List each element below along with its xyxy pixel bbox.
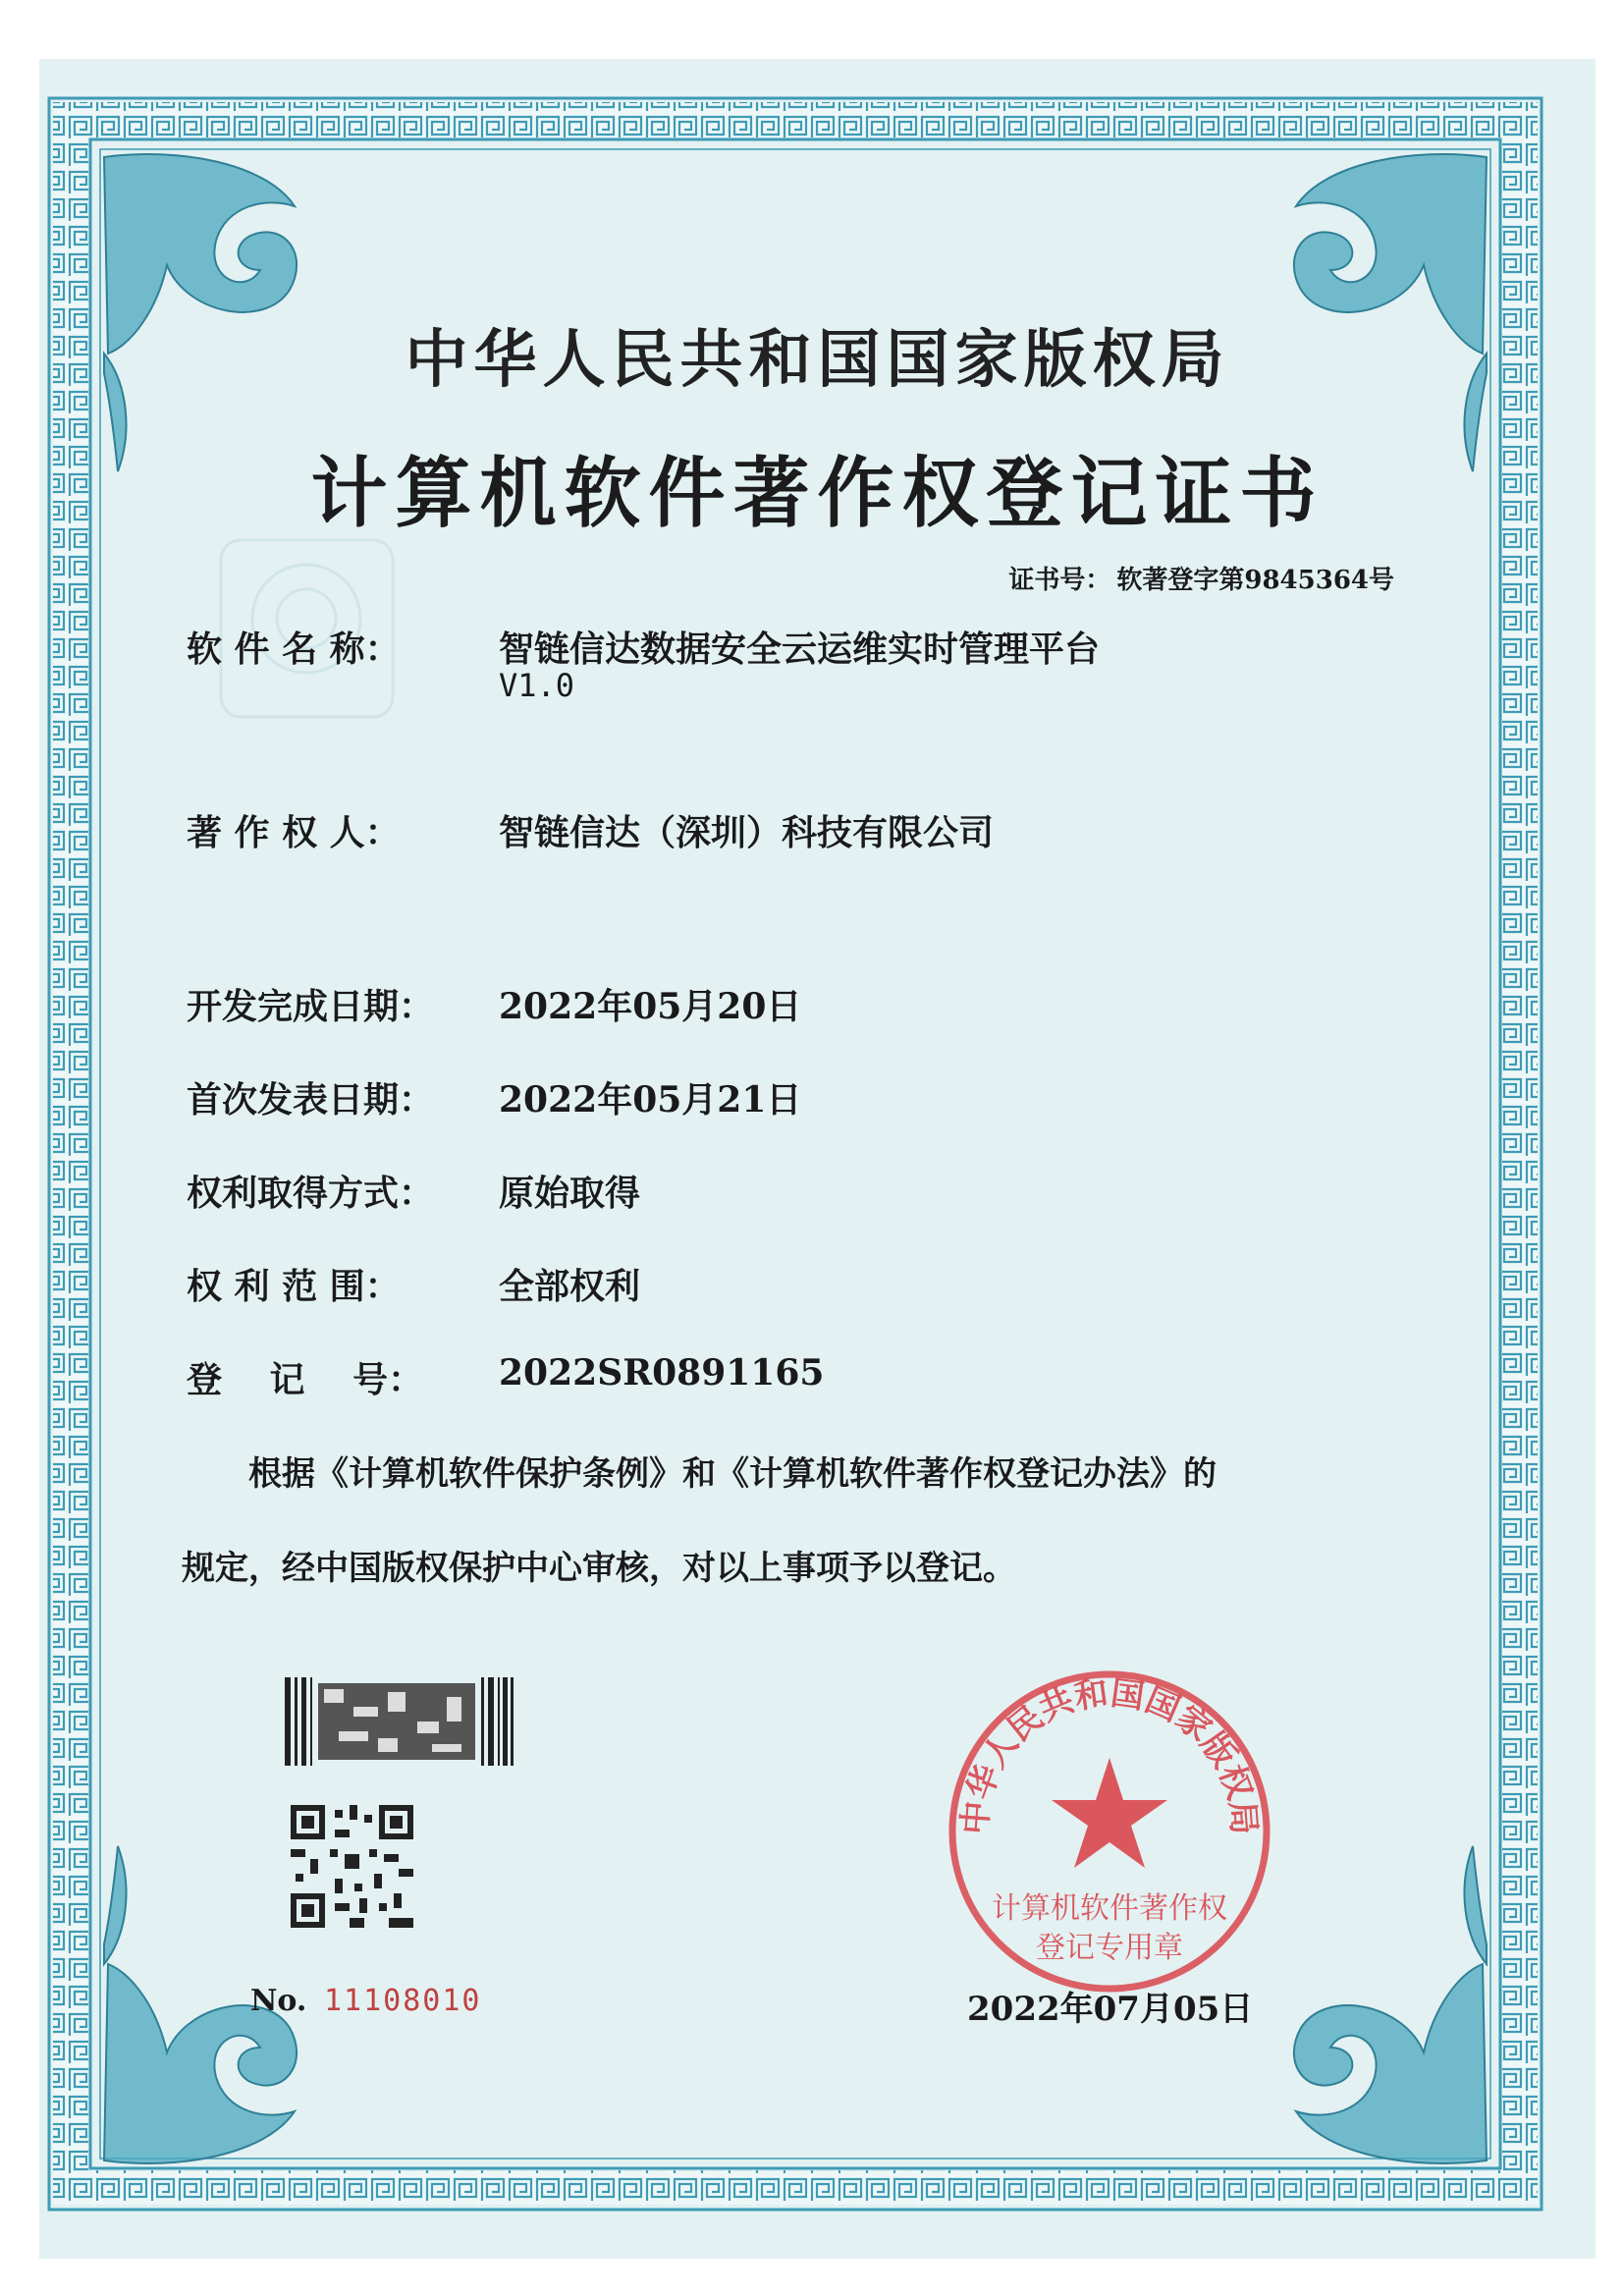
- field-value: 2022年05月20日: [499, 986, 802, 1027]
- field-label: 著 作 权 人：: [187, 812, 401, 853]
- field-label: 软 件 名 称：: [187, 629, 401, 670]
- certificate-sheet: [39, 59, 1596, 2259]
- qr-code-icon: [291, 1805, 413, 1928]
- field-value: 智链信达（深圳）科技有限公司: [499, 812, 995, 853]
- official-seal-stamp: [943, 1665, 1276, 1998]
- field-value: 2022年05月21日: [499, 1079, 802, 1121]
- field-label: 权 利 范 围：: [187, 1266, 401, 1307]
- barcode-icon: [285, 1677, 515, 1766]
- field-value-version: V1.0: [499, 667, 575, 704]
- certificate-title: 计算机软件著作权登记证书: [310, 449, 1325, 538]
- field-value: 智链信达数据安全云运维实时管理平台: [499, 629, 1101, 670]
- statement-line-2: 规定，经中国版权保护中心审核，对以上事项予以登记。: [182, 1549, 1016, 1588]
- seal-inner-line-2: 登记专用章: [1036, 1931, 1183, 1965]
- field-label: 开发完成日期：: [187, 986, 435, 1027]
- field-value: 原始取得: [499, 1173, 641, 1214]
- field-value: 全部权利: [499, 1266, 641, 1307]
- seal-inner-line-1: 计算机软件著作权: [992, 1891, 1227, 1926]
- field-value: 2022SR0891165: [499, 1352, 825, 1394]
- serial-label: No.: [250, 1984, 307, 2018]
- field-label: 首次发表日期：: [187, 1079, 435, 1121]
- authority-heading: 中华人民共和国国家版权局: [405, 323, 1230, 397]
- issue-date: 2022年07月05日: [967, 1990, 1254, 2029]
- serial-number: 11108010: [324, 1984, 482, 2018]
- statement-line-1: 根据《计算机软件保护条例》和《计算机软件著作权登记办法》的: [248, 1454, 1217, 1494]
- certificate-number: [1002, 560, 1394, 596]
- certificate-number-label: 证书号：: [1008, 566, 1111, 595]
- statement-paragraph: [182, 1427, 1458, 1615]
- ornament-bottom-right: [1294, 1846, 1487, 2163]
- field-label: 权利取得方式：: [187, 1173, 435, 1214]
- field-label: 登 记 号：: [187, 1359, 424, 1400]
- seal-ring-text: 中华人民共和国国家版权局: [955, 1673, 1264, 1836]
- certificate-number-value: 软著登字第9845364号: [1116, 566, 1394, 595]
